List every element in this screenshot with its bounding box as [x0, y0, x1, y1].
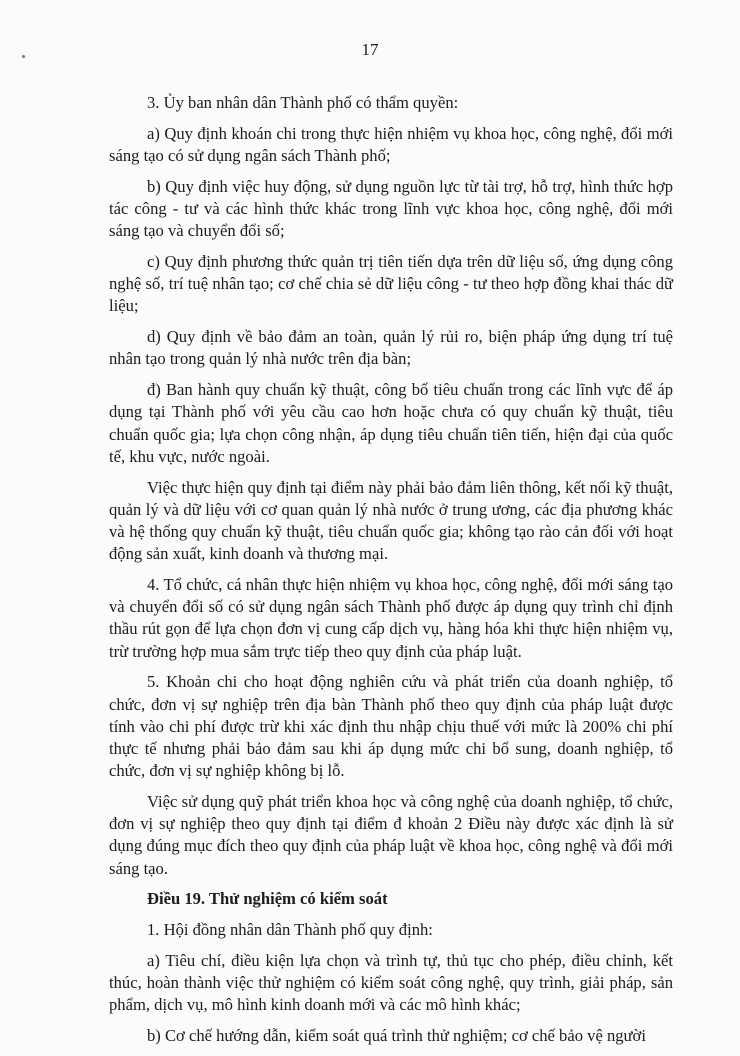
paragraph-5-note: Việc sử dụng quỹ phát triển khoa học và công nghệ của doanh nghiệp, tổ chức, đơn vị sự nghiệp theo quy định tại điểm đ khoản 2 Điều này được xác định là sử dụng đúng mục đích theo quy định của pháp luật về khoa học, công nghệ và đổi mới sáng tạo. [109, 792, 673, 878]
paragraph-3d: d) Quy định về bảo đảm an toàn, quản lý rủi ro, biện pháp ứng dụng trí tuệ nhân tạo trong quản lý nhà nước trên địa bàn; [109, 327, 673, 369]
paragraph-3c: c) Quy định phương thức quản trị tiên tiến dựa trên dữ liệu số, ứng dụng công nghệ số, trí tuệ nhân tạo; cơ chế chia sẻ dữ liệu công - tư theo hợp đồng khai thác dữ liệu; [109, 252, 673, 316]
paragraph-19-1b: b) Cơ chế hướng dẫn, kiểm soát quá trình thử nghiệm; cơ chế bảo vệ người [147, 1026, 646, 1046]
paragraph-3-note: Việc thực hiện quy định tại điểm này phải bảo đảm liên thông, kết nối kỹ thuật, quản lý và dữ liệu với cơ quan quản lý nhà nước ở trung ương, các địa phương khác và hệ thống quy chuẩn kỹ thuật, tiêu chuẩn quốc gia; không tạo rào cản đối với hoạt động sản xuất, kinh doanh và thương mại. [109, 477, 673, 564]
page-number: 17 [361, 40, 379, 59]
paragraph-4: 4. Tổ chức, cá nhân thực hiện nhiệm vụ khoa học, công nghệ, đổi mới sáng tạo và chuyển đổi số có sử dụng ngân sách Thành phố được áp dụng quy trình chỉ định thầu rút gọn để lựa chọn đơn vị cung cấp dịch vụ, hàng hóa khi thực hiện nhiệm vụ, trừ trường hợp mua sắm trực tiếp theo quy định của pháp luật. [109, 575, 673, 661]
paragraph-3a: a) Quy định khoán chi trong thực hiện nhiệm vụ khoa học, công nghệ, đổi mới sáng tạo có sử dụng ngân sách Thành phố; [109, 123, 673, 165]
document-body [109, 92, 673, 1056]
article-19-heading: Điều 19. Thử nghiệm có kiểm soát [147, 889, 388, 909]
paragraph-19-1a: a) Tiêu chí, điều kiện lựa chọn và trình tự, thủ tục cho phép, điều chỉnh, kết thúc, hoàn thành việc thử nghiệm có kiểm soát công nghệ, quy trình, giải pháp, sản phẩm, dịch vụ, mô hình kinh doanh mới và các mô hình khác; [109, 951, 673, 1015]
paragraph-19-1: 1. Hội đồng nhân dân Thành phố quy định: [147, 920, 433, 940]
paragraph-3: 3. Ủy ban nhân dân Thành phố có thẩm quyền: [147, 93, 459, 112]
paragraph-5: 5. Khoản chi cho hoạt động nghiên cứu và phát triển của doanh nghiệp, tổ chức, đơn vị sự nghiệp trên địa bàn Thành phố theo quy định của pháp luật được tính vào chi phí được trừ khi xác định thu nhập chịu thuế với mức là 200% chi phí thực tế nhưng phải bảo đảm sau khi áp dụng mức chi bổ sung, doanh nghiệp, tổ chức, đơn vị sự nghiệp không bị lỗ. [109, 672, 673, 781]
paragraph-3b: b) Quy định việc huy động, sử dụng nguồn lực từ tài trợ, hỗ trợ, hình thức hợp tác công - tư và các hình thức khác trong lĩnh vực khoa học, công nghệ, đổi mới sáng tạo và chuyển đổi số; [109, 176, 673, 241]
paragraph-3dd: đ) Ban hành quy chuẩn kỹ thuật, công bố tiêu chuẩn trong các lĩnh vực để áp dụng tại Thành phố với yêu cầu cao hơn hoặc chưa có quy chuẩn kỹ thuật, tiêu chuẩn quốc gia; lựa chọn công nhận, áp dụng tiêu chuẩn tiên tiến, hiện đại của quốc tế, khu vực, nước ngoài. [109, 380, 673, 466]
